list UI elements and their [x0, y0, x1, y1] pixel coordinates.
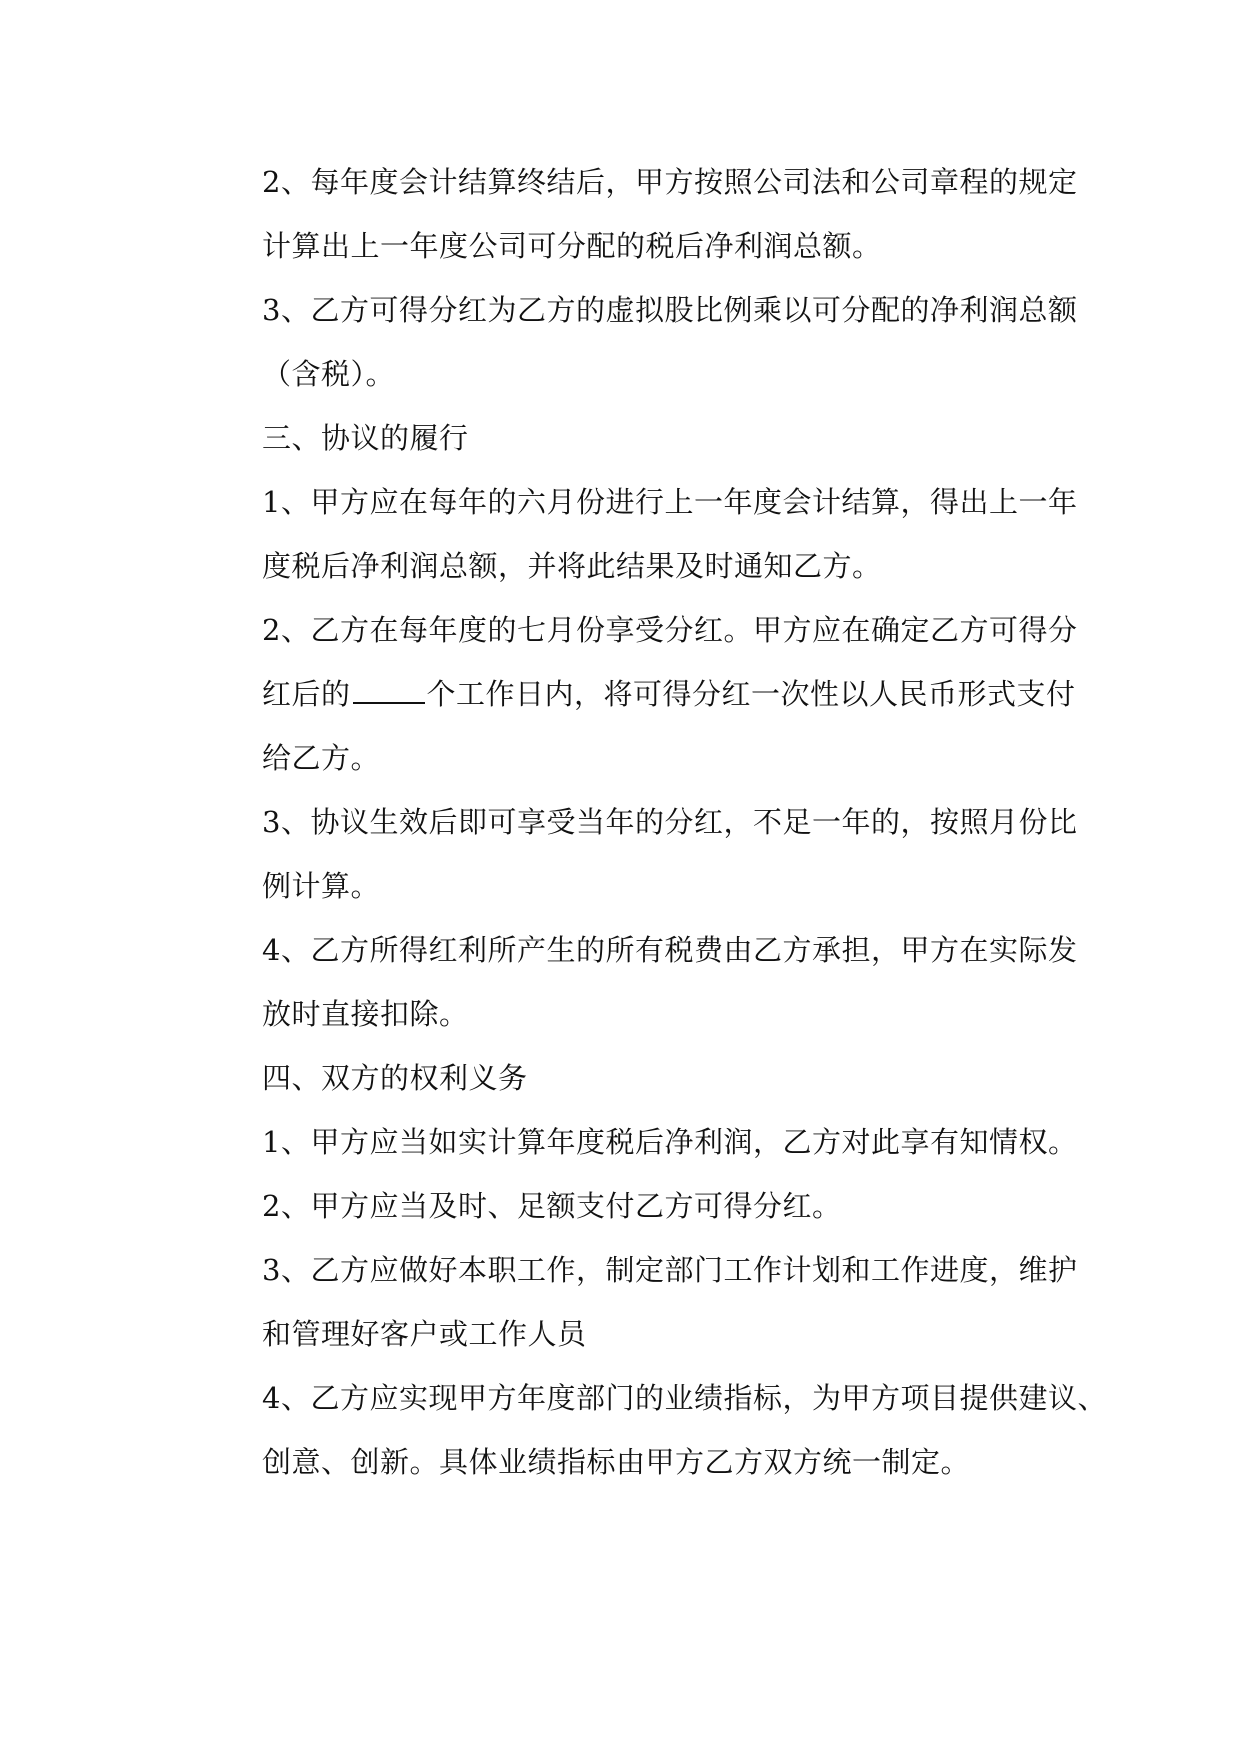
section-3-clause-1-line-1: 1、甲方应在每年的六月份进行上一年度会计结算，得出上一年 — [262, 485, 1078, 519]
section-3-clause-1-line-2: 度税后净利润总额，并将此结果及时通知乙方。 — [262, 549, 882, 583]
section-3-clause-2-line-2 — [262, 672, 1076, 716]
clause-3-line-2: （含税）。 — [262, 357, 396, 391]
section-3-clause-2-line-3: 给乙方。 — [262, 741, 381, 775]
section-4-clause-4-line-2: 创意、创新。具体业绩指标由甲方乙方双方统一制定。 — [262, 1445, 971, 1479]
section-3-clause-2-line-1: 2、乙方在每年度的七月份享受分红。甲方应在确定乙方可得分 — [262, 613, 1078, 647]
fill-in-blank — [353, 674, 425, 704]
clause-2-line-2: 计算出上一年度公司可分配的税后净利润总额。 — [262, 229, 882, 263]
text-after-blank: 个工作日内，将可得分红一次性以人民币形式支付 — [426, 677, 1076, 711]
section-4-heading: 四、双方的权利义务 — [262, 1061, 528, 1095]
section-3-clause-4-line-1: 4、乙方所得红利所产生的所有税费由乙方承担，甲方在实际发 — [262, 933, 1078, 967]
section-4-clause-4-line-1: 4、乙方应实现甲方年度部门的业绩指标，为甲方项目提供建议、 — [262, 1381, 1107, 1415]
section-3-heading: 三、协议的履行 — [262, 421, 469, 455]
section-3-clause-3-line-2: 例计算。 — [262, 869, 381, 903]
clause-2-line-1: 2、每年度会计结算终结后，甲方按照公司法和公司章程的规定 — [262, 165, 1078, 199]
section-3-clause-4-line-2: 放时直接扣除。 — [262, 997, 469, 1031]
section-4-clause-1: 1、甲方应当如实计算年度税后净利润，乙方对此享有知情权。 — [262, 1125, 1078, 1159]
section-4-clause-3-line-2: 和管理好客户或工作人员 — [262, 1317, 587, 1351]
clause-3-line-1: 3、乙方可得分红为乙方的虚拟股比例乘以可分配的净利润总额 — [262, 293, 1078, 327]
text-before-blank: 红后的 — [262, 677, 351, 711]
section-4-clause-2: 2、甲方应当及时、足额支付乙方可得分红。 — [262, 1189, 842, 1223]
section-4-clause-3-line-1: 3、乙方应做好本职工作，制定部门工作计划和工作进度，维护 — [262, 1253, 1078, 1287]
section-3-clause-3-line-1: 3、协议生效后即可享受当年的分红，不足一年的，按照月份比 — [262, 805, 1078, 839]
